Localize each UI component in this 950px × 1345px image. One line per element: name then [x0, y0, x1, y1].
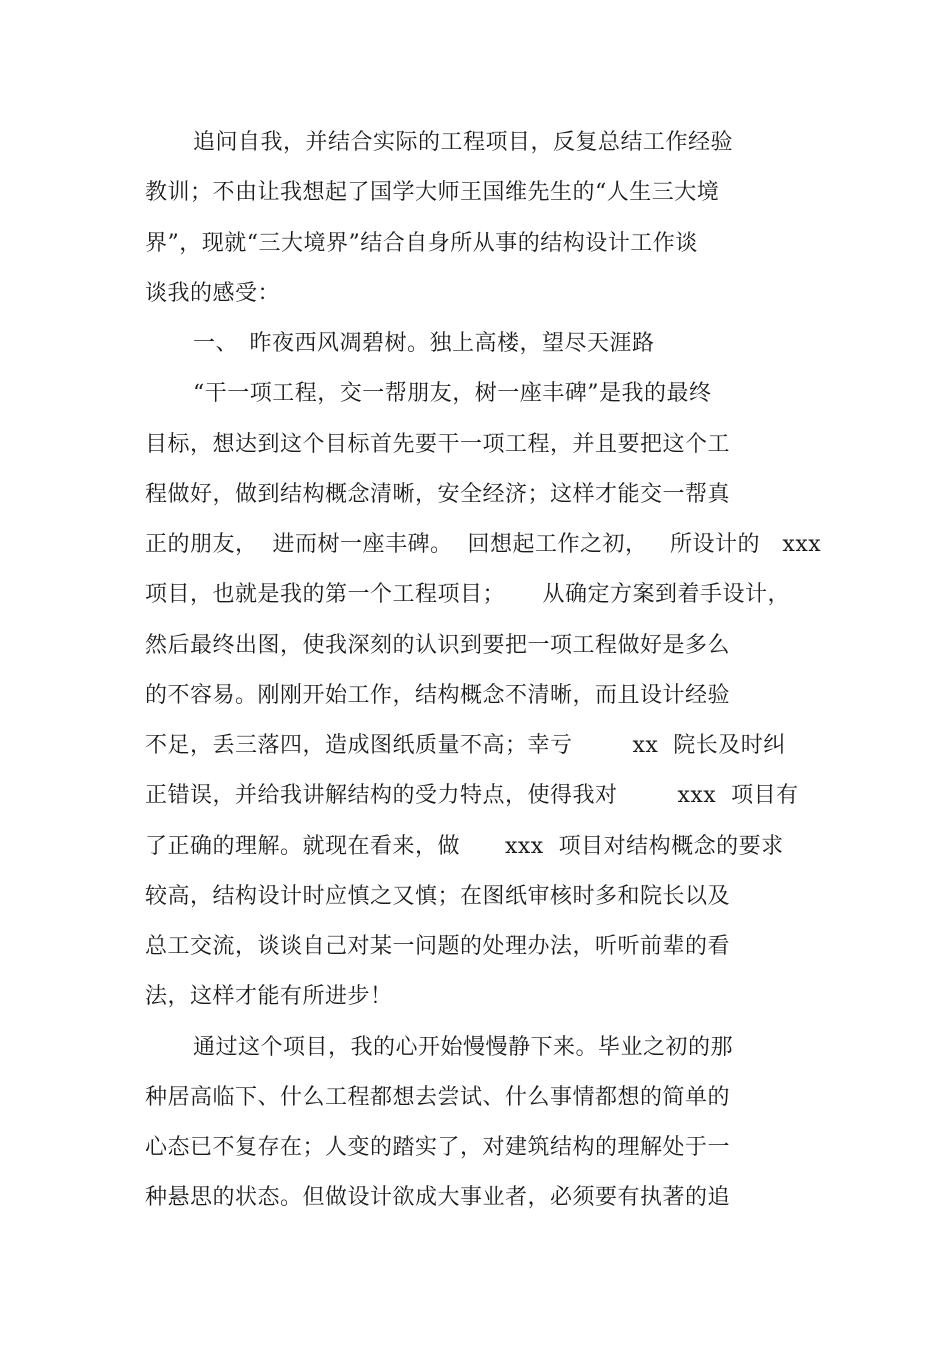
section-heading: 一、 昨夜西风凋碧树。独上高楼，望尽天涯路 [193, 331, 655, 356]
paragraph-line: “干一项工程，交一帮朋友，树一座丰碑”是我的最终 [193, 381, 712, 406]
paragraph-line: 通过这个项目，我的心开始慢慢静下来。毕业之初的那 [193, 1035, 734, 1060]
paragraph-line: 谈我的感受： [145, 281, 281, 306]
paragraph-line: 追问自我，并结合实际的工程项目，反复总结工作经验 [193, 130, 734, 155]
paragraph-line: 界”，现就“三大境界”结合自身所从事的结构设计工作谈 [145, 231, 698, 256]
paragraph-line: 然后最终出图，使我深刻的认识到要把一项工程做好是多么 [145, 633, 731, 658]
paragraph-line: 心态已不复存在；人变的踏实了，对建筑结构的理解处于一 [145, 1135, 731, 1160]
paragraph-line: 较高，结构设计时应慎之又慎；在图纸审核时多和院长以及 [145, 884, 731, 909]
paragraph-line: 的不容易。刚刚开始工作，结构概念不清晰，而且设计经验 [145, 683, 731, 708]
paragraph-line: 总工交流，谈谈自己对某一问题的处理办法，听听前辈的看 [145, 934, 731, 959]
paragraph-line: 了正确的理解。就现在看来，做 xxx 项目对结构概念的要求 [145, 834, 784, 859]
paragraph-line: 正错误，并给我讲解结构的受力特点，使得我对 xxx 项目有 [145, 783, 799, 808]
paragraph-line: 教训；不由让我想起了国学大师王国维先生的“人生三大境 [145, 180, 720, 205]
paragraph-line: 正的朋友， 进而树一座丰碑。 回想起工作之初， 所设计的 xxx [145, 532, 822, 557]
paragraph-line: 不足，丢三落四，造成图纸质量不高；幸亏 xx 院长及时纠 [145, 733, 786, 758]
paragraph-line: 种居高临下、什么工程都想去尝试、什么事情都想的简单的 [145, 1085, 731, 1110]
paragraph-line: 种悬思的状态。但做设计欲成大事业者，必须要有执著的追 [145, 1185, 731, 1210]
paragraph-line: 程做好，做到结构概念清晰，安全经济；这样才能交一帮真 [145, 482, 731, 507]
paragraph-line: 目标，想达到这个目标首先要干一项工程，并且要把这个工 [145, 432, 731, 457]
paragraph-line: 法，这样才能有所进步！ [145, 984, 393, 1009]
paragraph-line: 项目，也就是我的第一个工程项目； 从确定方案到着手设计， [145, 582, 790, 607]
